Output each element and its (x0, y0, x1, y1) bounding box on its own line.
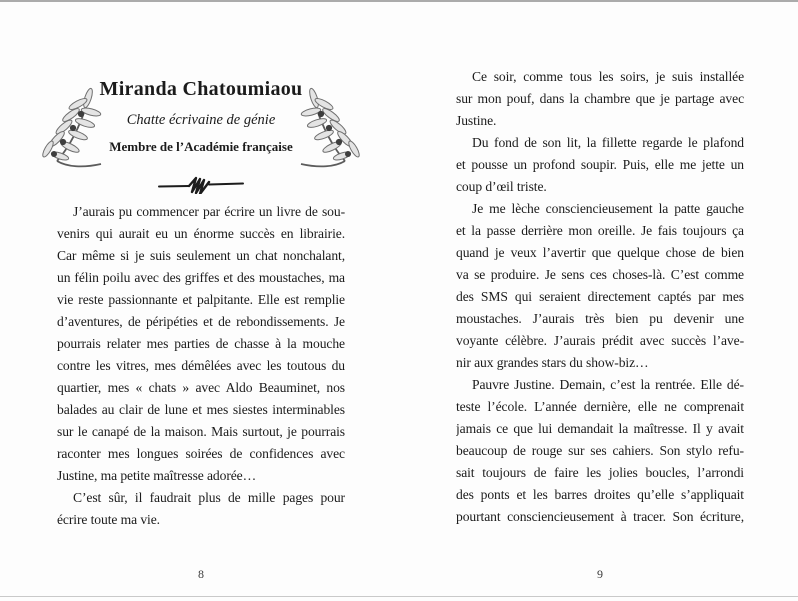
text-line: contre les vitres, mes démêlées avec les toutous du (57, 358, 345, 373)
text-line: quand je veux l’avertir que quelque chose de bien (456, 245, 744, 260)
text-line: Car même si je suis seulement un chat nonchalant, (57, 248, 345, 263)
bottom-border-line (0, 596, 798, 597)
text-line: et la passe derrière mon oreille. Je fais toujours ça (456, 223, 744, 238)
text-line: quartier, mes « chats » avec Aldo Beauminet, nos (57, 380, 345, 395)
text-line: sait toujours de faire les jolies boucles, l’arrondi (456, 465, 744, 480)
text-line: pourtant consciencieusement à tracer. Son écriture, (456, 509, 744, 524)
text-line: C’est sûr, il faudrait plus de mille pages pour (73, 490, 345, 505)
text-line: et pousse un profond soupir. Puis, elle me jette un (456, 157, 744, 172)
text-line: coup d’œil triste. (456, 179, 547, 194)
text-line: Justine. (456, 113, 497, 128)
text-line: J’aurais pu commencer par écrire un livre de sou- (73, 204, 345, 219)
text-line: pourrais relater mes parties de chasse à la mouche (57, 336, 345, 351)
text-line: Pauvre Justine. Demain, c’est la rentrée. Elle dé- (472, 377, 744, 392)
twist-divider-icon (157, 174, 245, 194)
page-number-right: 9 (597, 567, 603, 581)
page-right (456, 0, 744, 601)
text-line: teste l’école. L’année dernière, elle ne comprenait (456, 399, 744, 414)
author-name: Miranda Chatoumiaou (99, 78, 303, 100)
text-line: des SMS qui seraient directement captés par mes (456, 289, 744, 304)
text-line: beaucoup de rouge sur ses cahiers. Son stylo refu- (456, 443, 744, 458)
text-line: jamais ce que lui demandait la maîtresse. Il y avait (456, 421, 744, 436)
text-line: nir aux grandes stars du show-biz… (456, 355, 649, 370)
text-line: raconter mes longues soirées de confidences avec (57, 446, 345, 461)
right-page-body (456, 66, 744, 528)
text-line: un félin poilu avec des griffes et des moustaches, ma (57, 270, 345, 285)
author-subtitle: Chatte écrivaine de génie (126, 112, 276, 128)
page-left (57, 0, 345, 601)
text-line: balades au clair de lune et mes siestes interminables (57, 402, 345, 417)
text-line: Ce soir, comme tous les soirs, je suis installée (472, 69, 744, 84)
author-affiliation: Membre de l’Académie française (109, 139, 293, 154)
text-line: sur le canapé de la maison. Mais surtout, je pourrais (57, 424, 345, 439)
text-line: Du fond de son lit, la fillette regarde le plafond (472, 135, 744, 150)
text-line: Je me lèche consciencieusement la patte gauche (472, 201, 744, 216)
text-line: moustaches. J’aurais très bien pu devenir une (456, 311, 744, 326)
text-line: Justine, ma petite maîtresse adorée… (57, 468, 257, 483)
left-page-body (57, 201, 345, 531)
text-line: sur mon pouf, dans la chambre que je partage avec (456, 91, 744, 106)
text-line: voyante célèbre. J’aurais prédit avec succès l’ave- (456, 333, 744, 348)
text-line: écrire toute ma vie. (57, 512, 160, 527)
text-line: va se produire. Je sens ces choses-là. C’est comme (456, 267, 744, 282)
text-line: vie reste passionnante et palpitante. Elle est remplie (57, 292, 345, 307)
text-line: venirs qui aurait eu un énorme succès en librairie. (57, 226, 345, 241)
page-number-left: 8 (198, 567, 204, 581)
text-line: des ponts et les barres droites qu’elle s’appliquait (456, 487, 744, 502)
text-line: d’aventures, de péripéties et de rebondissements. Je (57, 314, 345, 329)
